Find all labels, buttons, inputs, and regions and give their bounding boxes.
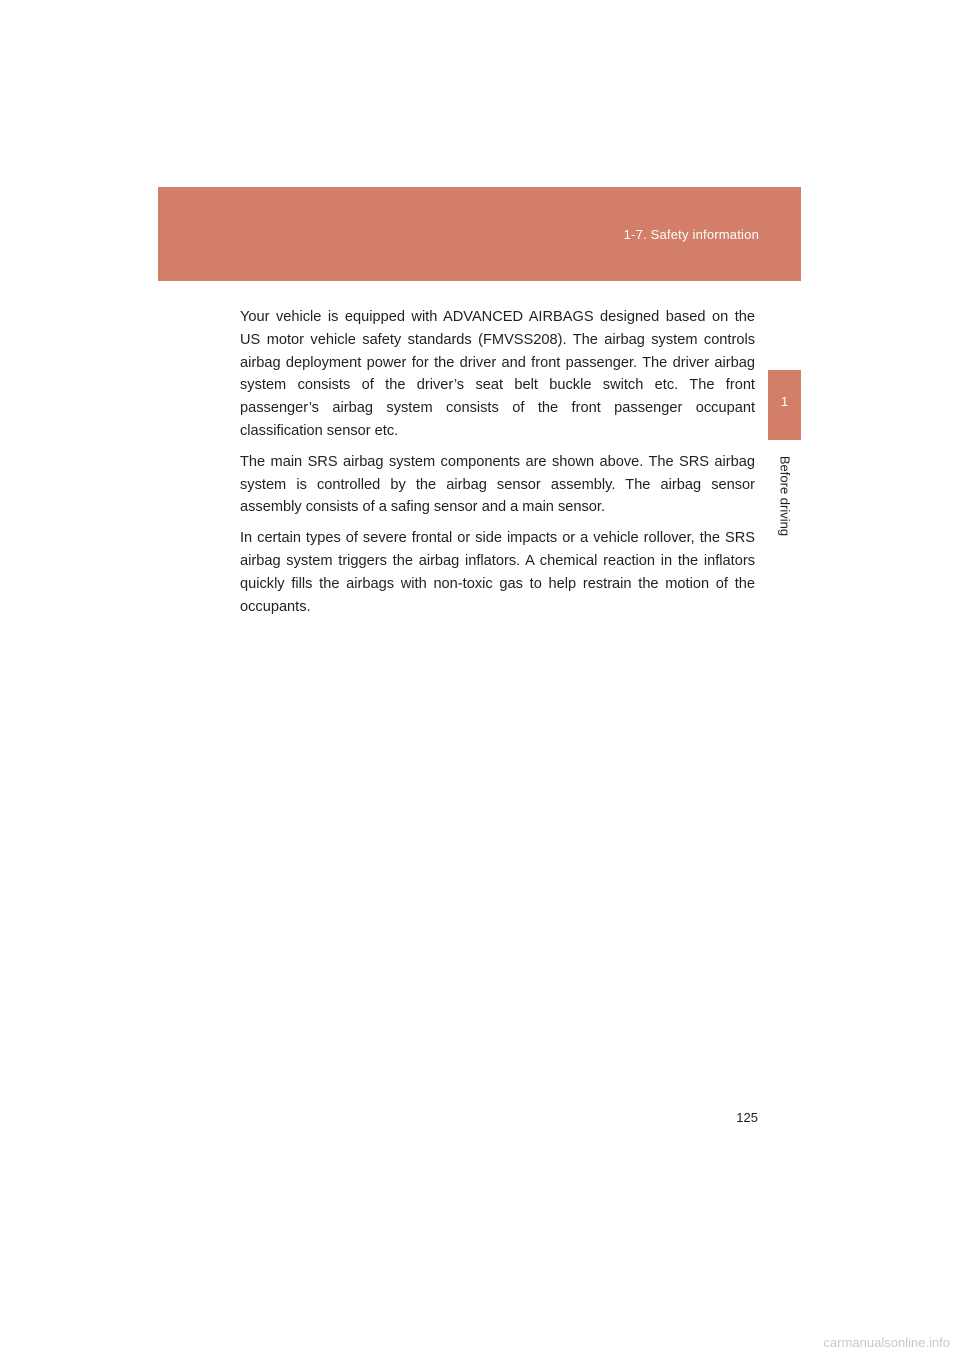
- footer-watermark: carmanualsonline.info: [823, 1335, 950, 1350]
- chapter-number: 1: [780, 394, 789, 409]
- paragraph: Your vehicle is equipped with ADVANCED AIRBAGS designed based on the US motor vehicle safety standards (FMVSS208). The airbag system controls airbag deployment power for the driver and front passenger. The driver airbag system consists of the driver’s seat belt buckle switch etc. The front passenger’s airbag system consists of the front passenger occupant classification sensor etc.: [240, 309, 755, 439]
- chapter-label: Before driving: [777, 455, 793, 537]
- paragraph: In certain types of severe frontal or side impacts or a vehicle rollover, the SRS airbag system triggers the airbag inflators. A chemical reaction in the inflators quickly fills the airbags with non-toxic gas to help restrain the motion of the occupants.: [240, 530, 755, 615]
- section-title: 1-7. Safety information: [623, 227, 759, 242]
- chapter-tab: [768, 370, 801, 440]
- header-band: [158, 187, 801, 281]
- paragraph: The main SRS airbag system components are shown above. The SRS airbag system is controlled by the airbag sensor assembly. The airbag sensor assembly consists of a safing sensor and a main sensor.: [240, 453, 755, 516]
- page-number: 125: [736, 1110, 758, 1125]
- body-text: [240, 306, 755, 626]
